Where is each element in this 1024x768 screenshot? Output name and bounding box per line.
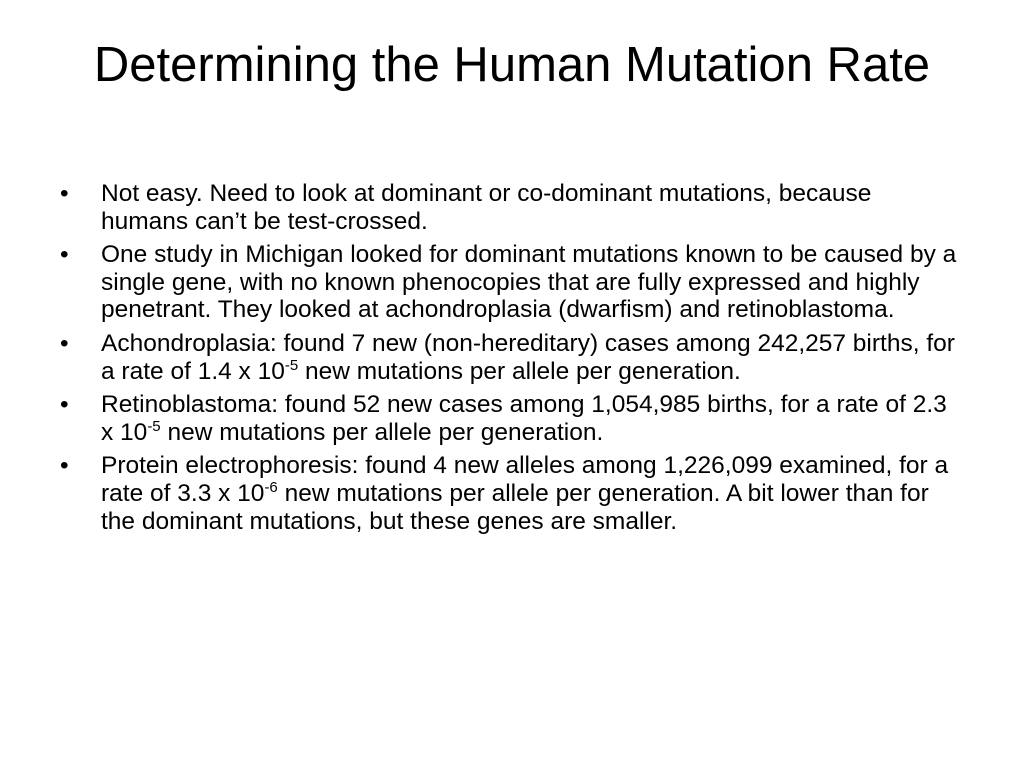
bullet-icon: •	[60, 452, 69, 480]
bullet-item-michigan-study	[60, 241, 960, 324]
bullet-text-before: Protein electrophoresis: found 4 new alleles among 1,226,099 examined, for a rate of 3.3 x 10	[101, 452, 949, 507]
bullet-text-before: Achondroplasia: found 7 new (non-hereditary) cases among 242,257 births, for a rate of 1.4 x 10	[101, 329, 955, 385]
bullet-text: Not easy. Need to look at dominant or co-dominant mutations, because humans can’t be test-crossed.	[101, 180, 872, 235]
bullet-icon: •	[60, 329, 69, 357]
slide-title: Determining the Human Mutation Rate	[93, 38, 931, 92]
rate-exponent: -5	[284, 356, 299, 374]
bullet-list	[60, 180, 960, 541]
bullet-item-retinoblastoma	[60, 391, 960, 446]
rate-exponent: -6	[264, 478, 278, 496]
rate-exponent: -5	[147, 417, 161, 435]
bullet-icon: •	[60, 391, 69, 419]
bullet-text-after: new mutations per allele per generation. A bit lower than for the dominant mutations, but these genes are smaller.	[101, 479, 929, 535]
bullet-item-not-easy	[60, 180, 960, 235]
bullet-text-after: new mutations per allele per generation.	[298, 357, 741, 385]
bullet-item-protein-electrophoresis	[60, 452, 960, 535]
bullet-icon: •	[60, 180, 69, 207]
bullet-icon: •	[60, 241, 69, 269]
bullet-text: One study in Michigan looked for dominant mutations known to be caused by a single gene, with no known phenocopies that are fully expressed and highly penetrant. They looked at achondroplasia (dwarfism) and retinoblastoma.	[101, 241, 957, 324]
bullet-text-after: new mutations per allele per generation.	[160, 418, 604, 446]
bullet-item-achondroplasia	[60, 330, 960, 385]
bullet-text-before: Retinoblastoma: found 52 new cases among 1,054,985 births, for a rate of 2.3 x 10	[101, 391, 947, 446]
